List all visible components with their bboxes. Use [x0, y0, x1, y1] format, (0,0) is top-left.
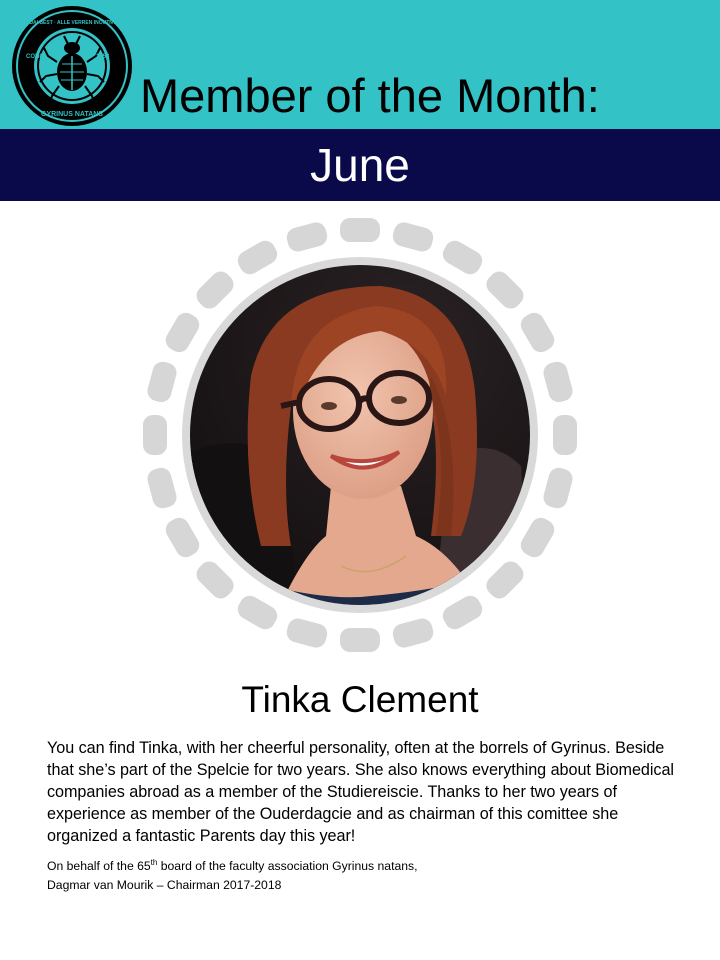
footer-line-1-prefix: On behalf of the 65	[47, 859, 151, 873]
ring-segment	[541, 360, 575, 405]
member-name: Tinka Clement	[241, 679, 479, 720]
seal-text-left: CONC	[26, 54, 44, 60]
member-description: You can find Tinka, with her cheerful personality, often at the borrels of Gyrinus. Beside that she’s part of the Spelcie for two years. She also knows everything about Biomedical companies abroad as a member of the Studiereiscie. Thanks to her two years of experience as member of the Ouderdagcie and as chairman of this comittee she organized a fantastic Parents day this year!	[47, 739, 674, 845]
ring-segment	[162, 514, 203, 561]
ring-segment	[162, 309, 203, 356]
ring-segment	[145, 360, 179, 405]
page-title: Member of the Month:	[140, 69, 600, 122]
ring-segment	[517, 309, 558, 356]
beetle-seal-icon	[10, 4, 134, 128]
ring-segment	[285, 220, 330, 254]
ring-segment	[439, 237, 486, 278]
ring-segment	[439, 592, 486, 633]
ring-segment	[340, 628, 380, 652]
member-portrait-photo	[131, 206, 589, 664]
footer-line-2: Dagmar van Mourik – Chairman 2017-2018	[47, 878, 282, 892]
seal-text-year: 1953	[96, 54, 110, 60]
ring-segment	[482, 267, 527, 312]
ring-segment	[391, 220, 436, 254]
ring-segment	[482, 557, 527, 602]
header-band	[0, 0, 720, 129]
ring-segment	[391, 616, 436, 650]
footer-line-1-suffix: board of the faculty association Gyrinus natans,	[157, 859, 418, 873]
seal-text-bottom: GYRINUS NATANS	[41, 111, 103, 118]
ring-segment	[541, 466, 575, 511]
ring-segment	[145, 466, 179, 511]
ring-segment	[340, 218, 380, 242]
seal-text-top: SIDAI BEST · ALLE VERREN INOUTNTE	[24, 20, 120, 26]
ring-segment	[143, 415, 167, 455]
month-label: June	[310, 139, 410, 191]
ring-segment	[192, 267, 237, 312]
ring-segment	[234, 592, 281, 633]
ring-segment	[285, 616, 330, 650]
ring-segment	[192, 557, 237, 602]
footer-line-1	[47, 857, 687, 876]
month-band	[0, 129, 720, 201]
ring-segment	[553, 415, 577, 455]
footer-line-1-sup: th	[150, 857, 158, 867]
ring-segment	[234, 237, 281, 278]
footer-signature	[47, 857, 687, 895]
ring-segment	[517, 514, 558, 561]
